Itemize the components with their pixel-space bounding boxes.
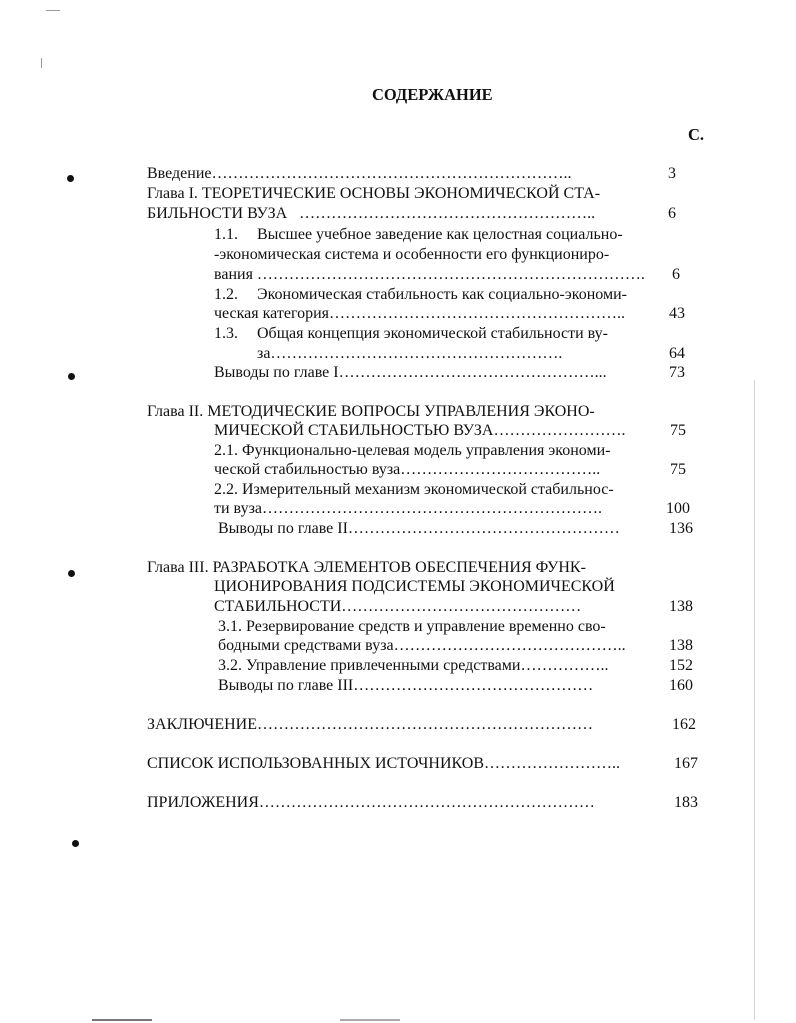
toc-section-1-2: Экономическая стабильность как социально-экономи-	[257, 286, 627, 303]
binding-mark	[72, 840, 79, 847]
toc-page-section-3-2: 152	[669, 657, 693, 674]
toc-page-section-2-1: 75	[670, 461, 686, 478]
toc-section-2-1: 2.1. Функционально-целевая модель управления экономи-	[214, 442, 611, 459]
toc-section-3-1: 3.1. Резервирование средств и управление временно сво-	[218, 618, 606, 635]
toc-page-appendix: 183	[674, 794, 698, 811]
toc-page-conclusion-chapter-2: 136	[669, 520, 693, 537]
toc-chapter-1-title-cont: БИЛЬНОСТИ ВУЗА ………………………………………………..	[147, 205, 596, 222]
toc-chapter-1-title: Глава I. ТЕОРЕТИЧЕСКИЕ ОСНОВЫ ЭКОНОМИЧЕСКОЙ СТА-	[147, 185, 601, 202]
toc-chapter-2-title: Глава II. МЕТОДИЧЕСКИЕ ВОПРОСЫ УПРАВЛЕНИЯ ЭКОНО-	[147, 403, 595, 420]
toc-section-1-1-number: 1.1.	[214, 226, 238, 243]
toc-page-section-2-2: 100	[666, 500, 690, 517]
scan-artifact-bottom-2	[340, 1019, 400, 1021]
toc-page-conclusion: 162	[672, 716, 696, 733]
toc-chapter-3-title-cont: СТАБИЛЬНОСТИ………………………………………	[214, 598, 582, 615]
toc-page-section-1-3: 64	[669, 345, 685, 362]
toc-page-chapter-3: 138	[669, 598, 693, 615]
toc-section-1-1-cont: вания ……………………………………………………………….	[214, 266, 645, 283]
toc-page-sources: 167	[674, 755, 698, 772]
binding-mark	[67, 175, 74, 182]
toc-section-2-2: 2.2. Измерительный механизм экономической стабильнос-	[214, 481, 614, 498]
toc-section-1-1: Высшее учебное заведение как целостная социально-	[257, 226, 623, 243]
page-title: СОДЕРЖАНИЕ	[372, 85, 493, 104]
toc-section-3-1-cont: бодными средствами вуза……………………………………..	[218, 637, 626, 654]
toc-section-1-2-cont: ческая категория………………………………………………..	[214, 305, 626, 322]
toc-conclusion-chapter-2: Выводы по главе II……………………………………………	[218, 520, 620, 537]
scan-artifact-top	[46, 10, 60, 11]
toc-entry-intro: Введение…………………………………………………………..	[147, 165, 572, 182]
toc-page-section-1-2: 43	[669, 305, 685, 322]
toc-page-chapter-2: 75	[670, 422, 686, 439]
scan-artifact-bottom	[92, 1019, 152, 1021]
toc-entry-conclusion: ЗАКЛЮЧЕНИЕ………………………………………………………	[147, 716, 593, 733]
toc-entry-sources: СПИСОК ИСПОЛЬЗОВАННЫХ ИСТОЧНИКОВ……………………..	[147, 755, 621, 772]
toc-chapter-3-title: Глава III. РАЗРАБОТКА ЭЛЕМЕНТОВ ОБЕСПЕЧЕНИЯ ФУНК-	[147, 559, 586, 576]
toc-section-1-3-cont: за……………………………………………….	[257, 345, 563, 362]
scan-artifact-left	[41, 58, 42, 68]
toc-section-1-3: Общая концепция экономической стабильности ву-	[257, 325, 608, 342]
binding-mark	[68, 570, 75, 577]
scan-artifact-right	[754, 380, 755, 1020]
toc-page-conclusion-chapter-1: 73	[669, 364, 685, 381]
toc-section-1-1-cont: -экономическая система и особенности его функциониро-	[214, 246, 610, 263]
toc-page-intro: 3	[668, 165, 676, 182]
toc-page-section-1-1: 6	[672, 266, 680, 283]
toc-chapter-3-title-cont: ЦИОНИРОВАНИЯ ПОДСИСТЕМЫ ЭКОНОМИЧЕСКОЙ	[214, 578, 615, 595]
toc-section-1-3-number: 1.3.	[214, 325, 238, 342]
toc-section-1-2-number: 1.2.	[214, 286, 238, 303]
toc-section-3-2: 3.2. Управление привлеченными средствами……………..	[218, 657, 609, 674]
binding-mark	[68, 373, 75, 380]
toc-section-2-2-cont: ти вуза……………………………………………………….	[214, 500, 602, 517]
toc-page-chapter-1: 6	[668, 205, 676, 222]
toc-entry-appendix: ПРИЛОЖЕНИЯ………………………………………………………	[147, 794, 595, 811]
page-column-header: С.	[688, 125, 705, 144]
toc-conclusion-chapter-1: Выводы по главе I…………………………………………...	[214, 364, 607, 381]
toc-conclusion-chapter-3: Выводы по главе III………………………………………	[218, 677, 594, 694]
toc-section-2-1-cont: ческой стабильностью вуза………………………………..	[214, 461, 601, 478]
toc-page-section-3-1: 138	[669, 637, 693, 654]
toc-page-conclusion-chapter-3: 160	[669, 677, 693, 694]
toc-chapter-2-title-cont: МИЧЕСКОЙ СТАБИЛЬНОСТЬЮ ВУЗА…………………….	[214, 422, 626, 439]
